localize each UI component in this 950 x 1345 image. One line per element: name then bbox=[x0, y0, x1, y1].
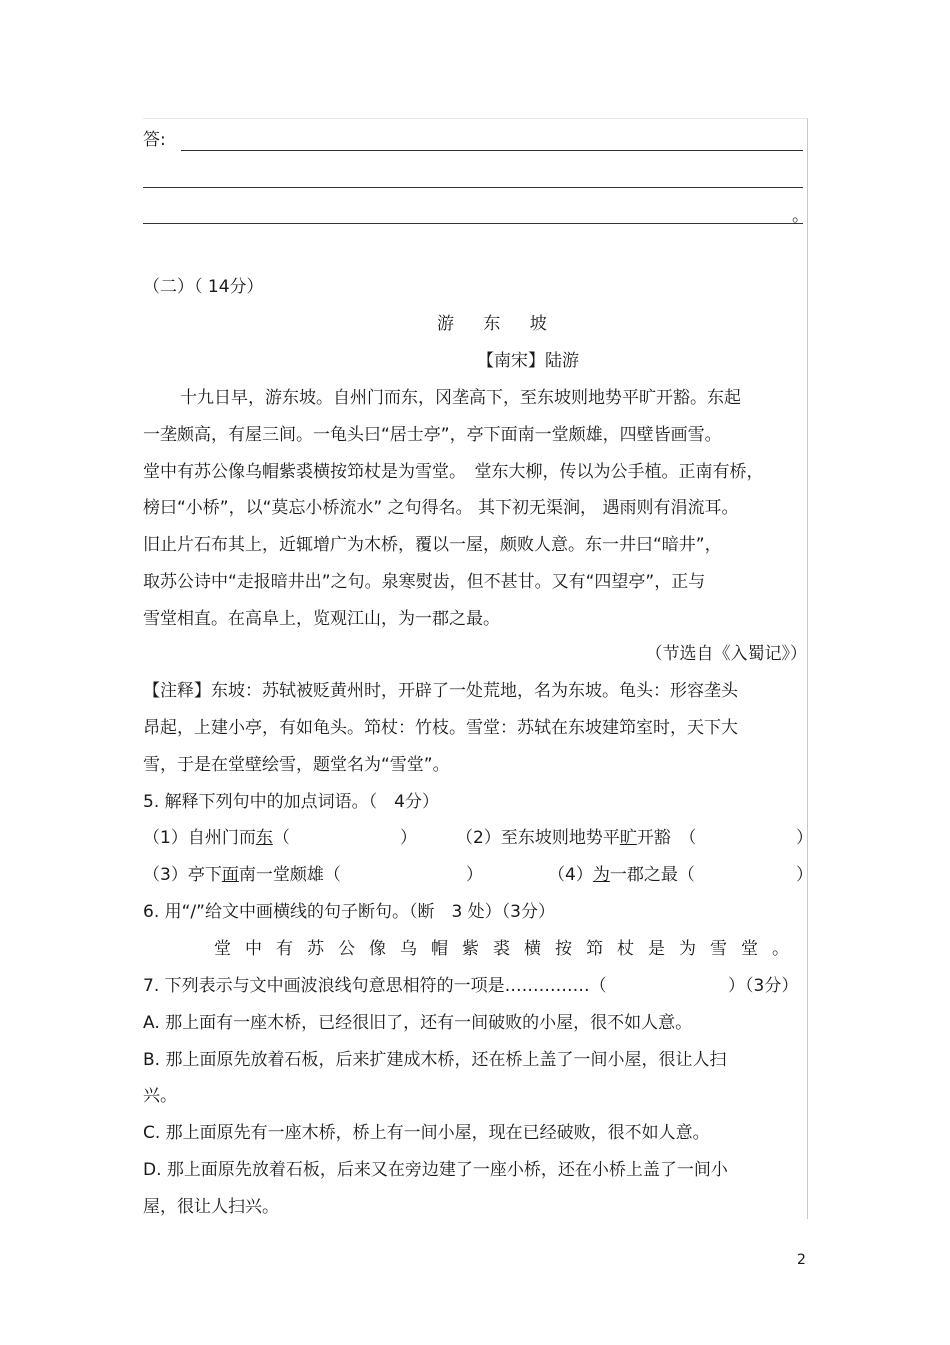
q5-stem: 5. 解释下列句中的加点词语。（ 4分） bbox=[143, 792, 439, 812]
q5-item-2-post: 开豁 （ bbox=[636, 828, 697, 848]
paragraph-line-1: 十九日早，游东坡。自州门而东，冈垄高下，至东坡则地势平旷开豁。东起 bbox=[180, 388, 741, 408]
notes-line-3: 雪，于是在堂壁绘雪，题堂名为“雪堂”。 bbox=[143, 755, 450, 775]
notes-line-1: 【注释】东坡：苏轼被贬黄州时，开辟了一处荒地，名为东坡。龟头：形容垄头 bbox=[143, 681, 738, 701]
q7-option-d-cont: 屋，很让人扫兴。 bbox=[143, 1197, 279, 1217]
q5-item-1-pre: （1）自州门而 bbox=[143, 828, 256, 848]
q5-item-3 bbox=[143, 864, 341, 886]
notes-line-2: 昂起，上建小亭，有如龟头。笻杖：竹枝。雪堂：苏轼在东坡建笻室时，天下大 bbox=[143, 718, 738, 738]
answer-label: 答: bbox=[143, 130, 166, 150]
q7-option-c: C. 那上面原先有一座木桥，桥上有一间小屋，现在已经破败，很不如人意。 bbox=[143, 1123, 710, 1143]
answer-line-2[interactable] bbox=[143, 187, 803, 188]
paragraph-line-7: 雪堂相直。在高阜上，览观江山，为一郡之最。 bbox=[143, 609, 500, 629]
q6-sentence: 堂中有苏公像乌帽紫裘横按笻杖是为雪堂。 bbox=[214, 939, 803, 959]
q7-option-a: A. 那上面有一座木桥，已经很旧了，还有一间破败的小屋，很不如人意。 bbox=[143, 1013, 693, 1033]
section-header: （二）（ 14分） bbox=[143, 277, 264, 297]
q7-stem: 7. 下列表示与文中画波浪线句意思相符的一项是……………（ bbox=[143, 976, 607, 996]
q5-item-2 bbox=[456, 827, 696, 849]
q5-item-2-mark: 旷 bbox=[619, 828, 637, 848]
q5-item-3-post: 南一堂颇雄（ bbox=[238, 865, 341, 885]
answer-line-3[interactable] bbox=[143, 223, 803, 224]
q7-option-d: D. 那上面原先放着石板，后来又在旁边建了一座小桥，还在小桥上盖了一间小 bbox=[143, 1160, 728, 1180]
q5-item-1 bbox=[143, 827, 290, 849]
q5-item-4-pre: （4） bbox=[548, 865, 593, 885]
source-citation: （节选自《入蜀记》） bbox=[645, 644, 807, 664]
q5-item-4 bbox=[548, 864, 695, 886]
q5-item-1-post: （ bbox=[272, 828, 290, 848]
q7-option-b: B. 那上面原先放着石板，后来扩建成木桥，还在桥上盖了一间小屋，很让人扫 bbox=[143, 1050, 727, 1070]
paragraph-line-3: 堂中有苏公像乌帽紫裘横按笻杖是为雪堂。 堂东大柳，传以为公手植。正南有桥， bbox=[143, 462, 764, 482]
q5-item-3-pre: （3）亭下 bbox=[143, 865, 222, 885]
page-number: 2 bbox=[797, 1252, 806, 1268]
q5-item-4-close: ） bbox=[796, 865, 813, 885]
q5-item-4-mark: 为 bbox=[592, 865, 610, 885]
poem-title: 游 东 坡 bbox=[437, 314, 559, 334]
q5-item-1-mark: 东 bbox=[255, 828, 273, 848]
poem-author: 【南宋】陆游 bbox=[477, 351, 579, 371]
q6-stem: 6. 用“/”给文中画横线的句子断句。（断 3 处）（3分） bbox=[143, 902, 556, 922]
answer-end-mark: 。 bbox=[792, 206, 809, 226]
paragraph-line-5: 旧止片石布其上，近辄增广为木桥，覆以一屋，颇败人意。东一井曰“暗井”， bbox=[143, 535, 722, 555]
paragraph-line-6: 取苏公诗中“走报暗井出”之句。泉寒熨齿，但不甚甘。又有“四望亭”，正与 bbox=[143, 572, 706, 592]
q7-option-b-cont: 兴。 bbox=[143, 1086, 177, 1106]
q5-item-2-close: ） bbox=[796, 828, 813, 848]
paragraph-line-4: 榜曰“小桥”，以“莫忘小桥流水” 之句得名。 其下初无渠涧， 遇雨则有涓流耳。 bbox=[143, 498, 739, 518]
answer-line-1[interactable] bbox=[181, 150, 803, 151]
q5-item-2-pre: （2）至东坡则地势平 bbox=[456, 828, 620, 848]
q5-item-3-mark: 面 bbox=[221, 865, 239, 885]
q5-item-1-close: ） bbox=[400, 828, 417, 848]
paragraph-line-2: 一垄颇高，有屋三间。一龟头曰“居士亭”，亭下面南一堂颇雄，四壁皆画雪。 bbox=[143, 425, 722, 445]
q5-item-4-post: 一郡之最（ bbox=[609, 865, 695, 885]
q5-item-3-close: ） bbox=[466, 865, 483, 885]
q7-close: ）（3分） bbox=[728, 976, 799, 996]
